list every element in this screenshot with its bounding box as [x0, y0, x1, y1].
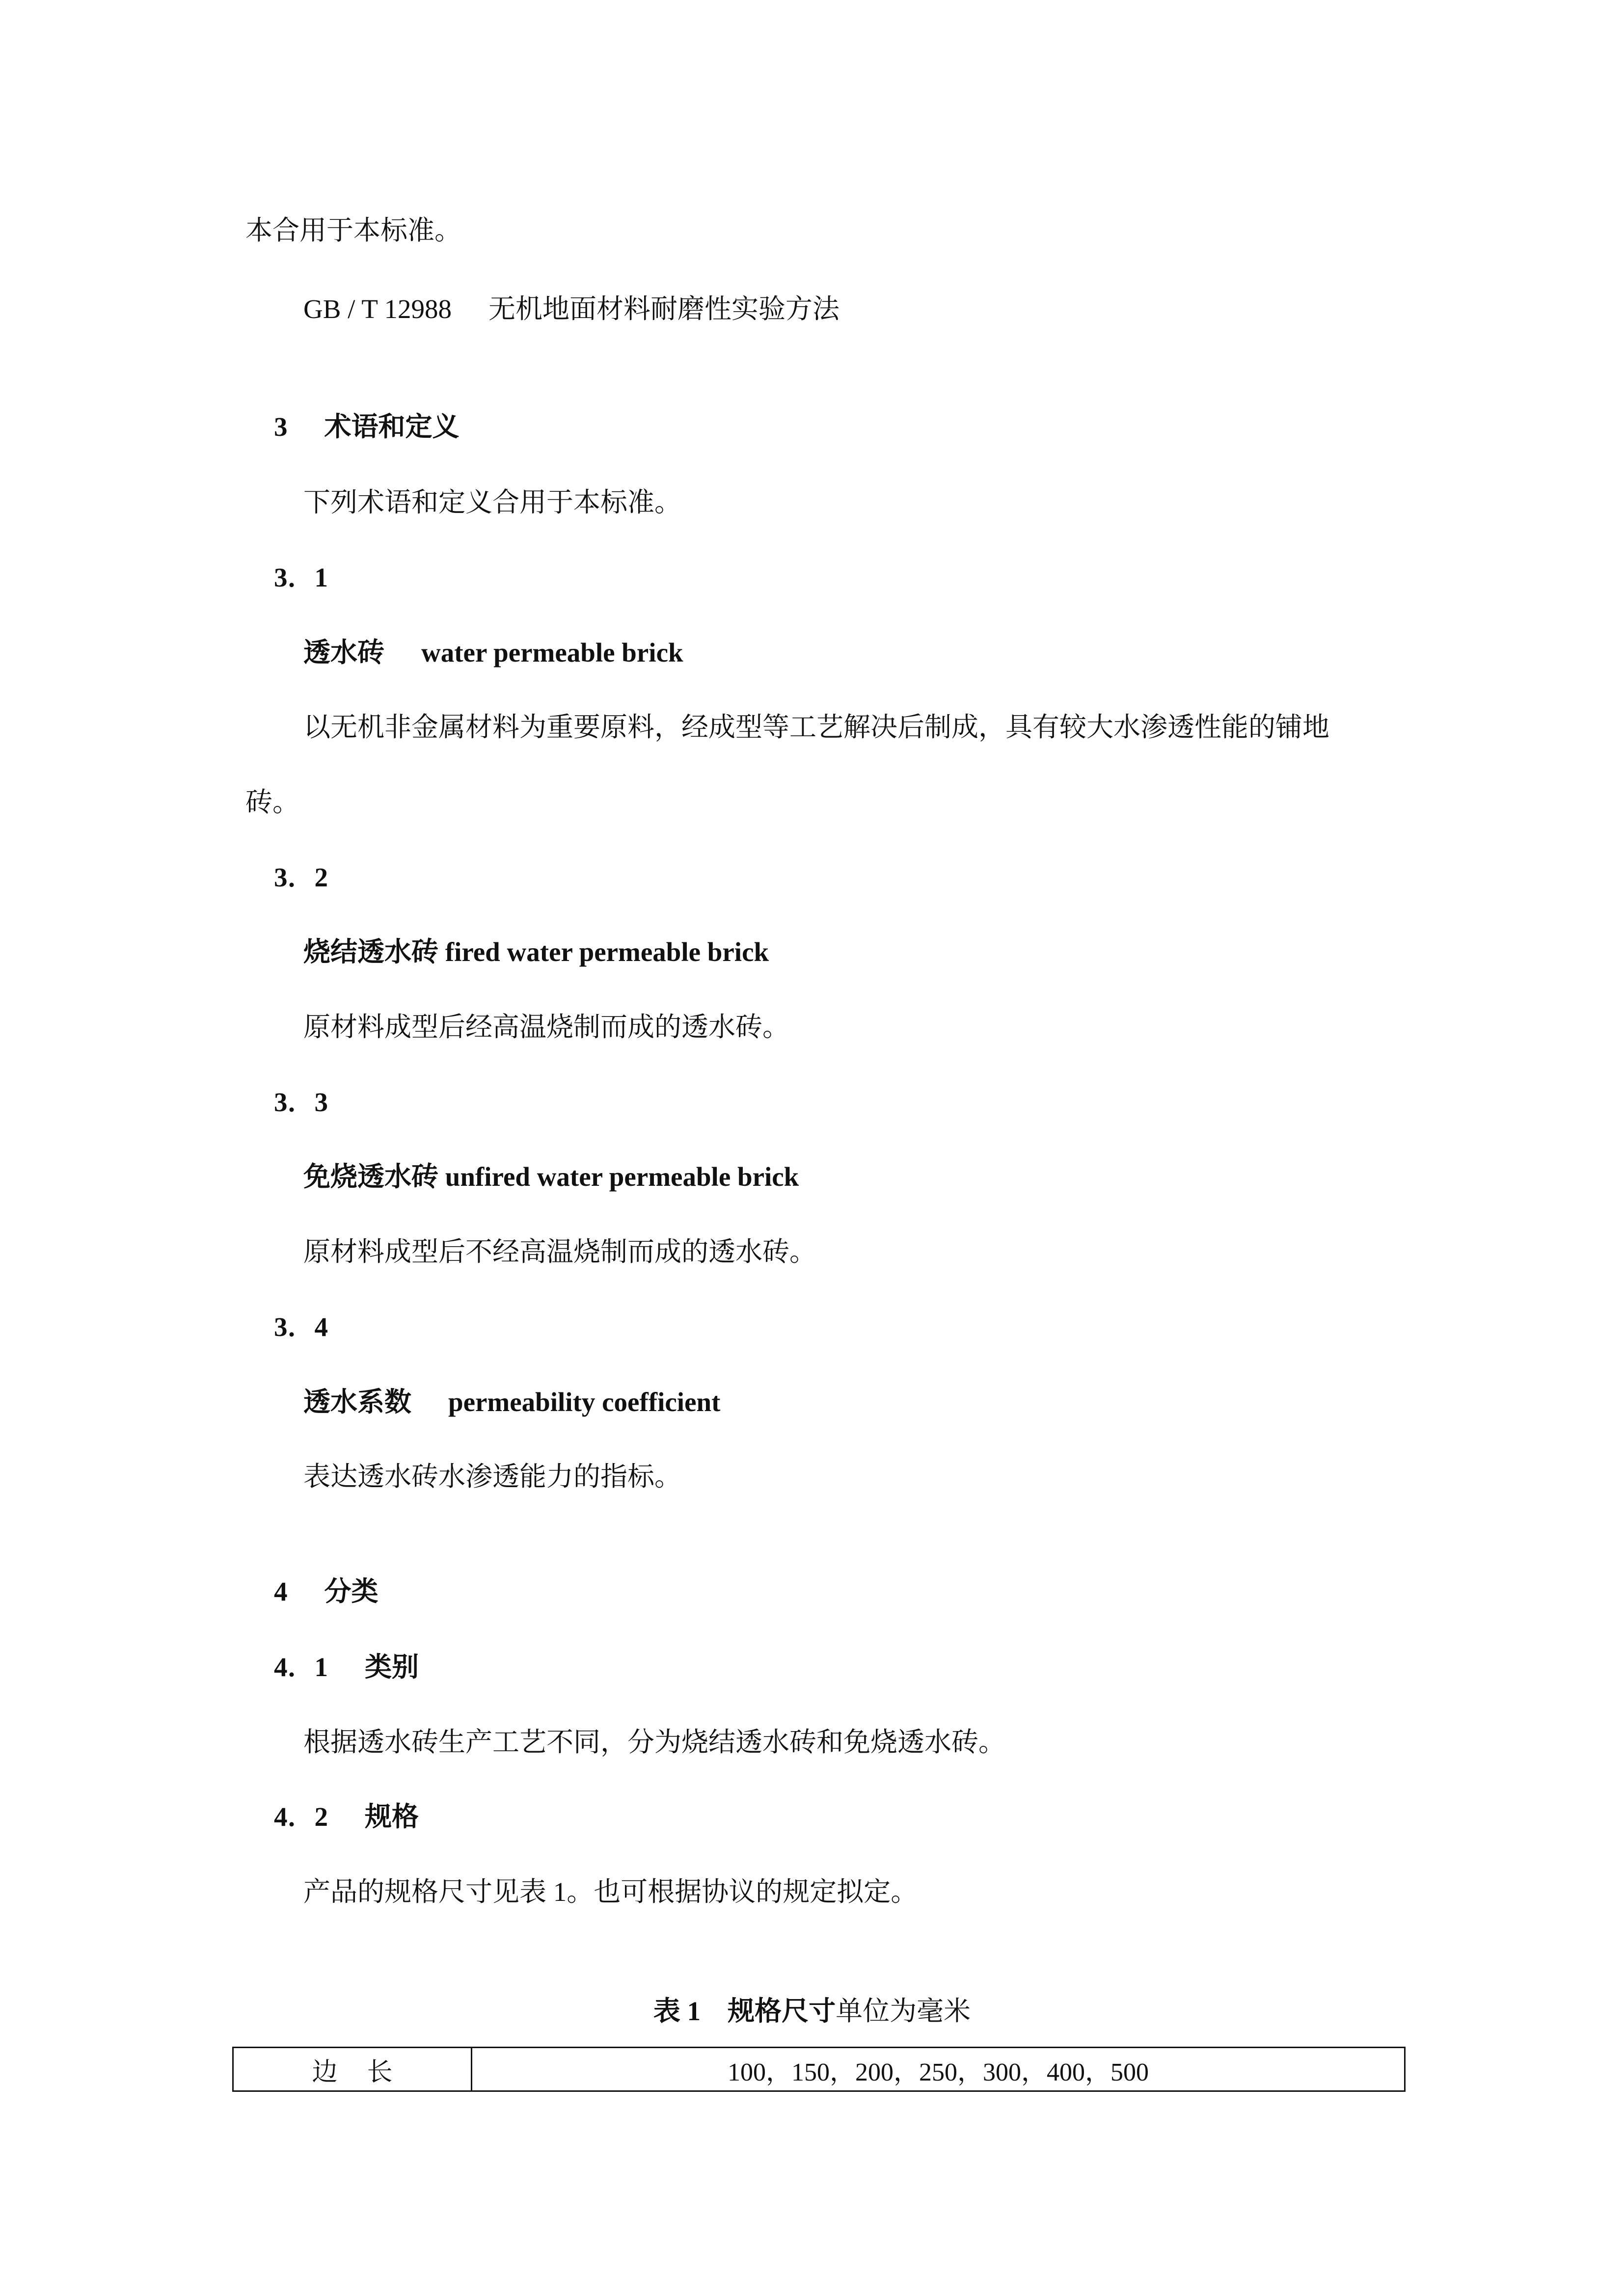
clause-3-1-term — [303, 637, 683, 668]
table-1-spec-sizes — [232, 2047, 1406, 2092]
clause-3-4-term — [303, 1387, 720, 1418]
clause-3-3-definition: 原材料成型后不经高温烧制而成的透水砖。 — [303, 1237, 817, 1267]
clause-4-2-text: 产品的规格尺寸见表 1。也可根据协议的规定拟定。 — [303, 1877, 918, 1907]
term-chinese: 透水砖 — [303, 638, 385, 667]
section-number: 3 — [274, 412, 288, 442]
table-caption-unit: 单位为毫米 — [836, 1996, 971, 2026]
section-3-intro: 下列术语和定义合用于本标准。 — [303, 487, 682, 517]
term-english: water permeable brick — [421, 638, 683, 667]
clause-3-1-definition-continued: 砖。 — [245, 787, 300, 817]
clause-title: 规格 — [365, 1802, 419, 1832]
table-row — [233, 2048, 1405, 2091]
clause-title: 类别 — [365, 1652, 419, 1682]
clause-3-3-term: 免烧透水砖 unfired water permeable brick — [303, 1162, 799, 1192]
section-4-heading — [274, 1576, 379, 1607]
clause-4-2-heading — [274, 1801, 419, 1833]
term-chinese: 透水系数 — [303, 1387, 412, 1417]
normative-reference — [303, 294, 839, 325]
clause-3-2-term: 烧结透水砖 fired water permeable brick — [303, 937, 769, 967]
clause-3-1-number: 3．1 — [274, 562, 328, 592]
reference-code: GB / T 12988 — [303, 294, 452, 324]
clause-3-1-definition: 以无机非金属材料为重要原料，经成型等工艺解决后制成，具有较大水渗透性能的铺地 — [303, 712, 1330, 742]
clause-number: 4．1 — [274, 1652, 328, 1682]
section-3-heading — [274, 411, 460, 443]
paragraph-continuation: 本合用于本标准。 — [245, 215, 462, 245]
section-title: 分类 — [324, 1576, 379, 1606]
clause-4-1-heading — [274, 1652, 419, 1683]
clause-3-4-number: 3．4 — [274, 1312, 328, 1342]
clause-4-1-text: 根据透水砖生产工艺不同，分为烧结透水砖和免烧透水砖。 — [303, 1727, 1006, 1757]
clause-3-2-number: 3．2 — [274, 862, 328, 892]
reference-title: 无机地面材料耐磨性实验方法 — [488, 294, 840, 324]
table-1-caption — [0, 1996, 1624, 2027]
section-title: 术语和定义 — [324, 412, 460, 442]
clause-3-2-definition: 原材料成型后经高温烧制而成的透水砖。 — [303, 1012, 790, 1042]
clause-3-3-number: 3．3 — [274, 1087, 328, 1117]
clause-number: 4．2 — [274, 1802, 328, 1832]
table-row-values: 100，150，200，250，300，400，500 — [472, 2048, 1405, 2091]
table-row-label: 边长 — [233, 2048, 472, 2091]
clause-3-4-definition: 表达透水砖水渗透能力的指标。 — [303, 1462, 682, 1492]
section-number: 4 — [274, 1576, 288, 1606]
term-english: permeability coefficient — [448, 1387, 721, 1417]
table-caption-title: 表 1 规格尺寸 — [653, 1996, 836, 2026]
